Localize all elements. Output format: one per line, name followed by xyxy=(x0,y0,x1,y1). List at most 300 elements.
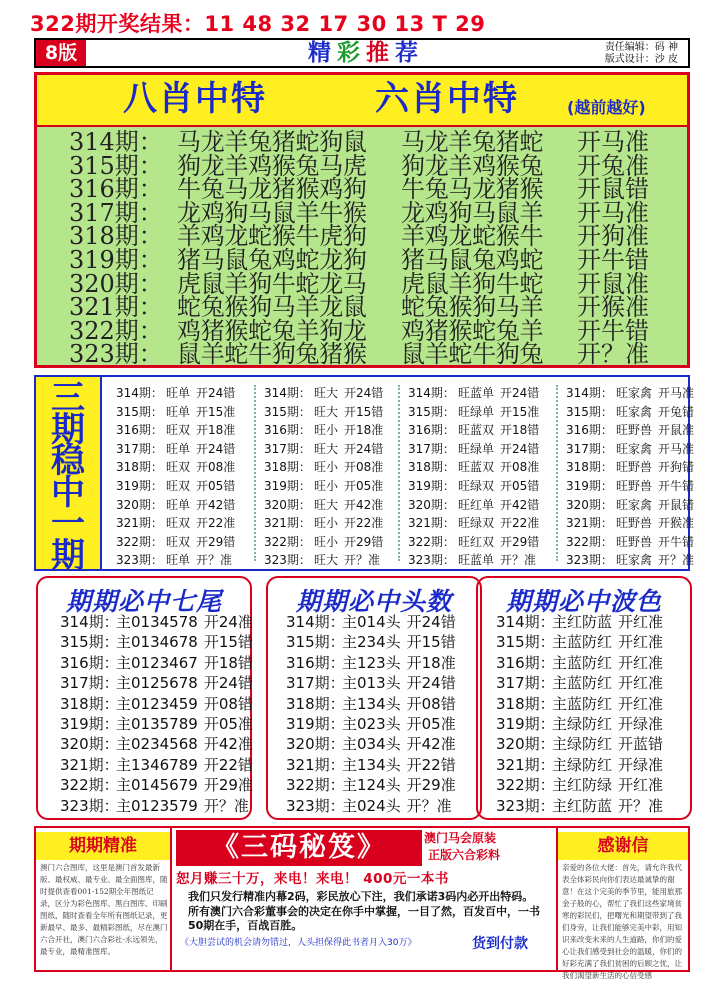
pick-value: 旺双 xyxy=(166,534,191,549)
eight-zodiac-pick: 马龙羊兔猪蛇狗鼠 xyxy=(177,128,367,156)
prediction-row xyxy=(286,714,456,735)
pick-value: 旺野兽 xyxy=(616,479,653,493)
pick-value: 主蓝防红 xyxy=(552,694,613,713)
prediction-row xyxy=(286,653,456,674)
zodiac-list xyxy=(37,125,687,369)
six-zodiac-pick: 猪马鼠兔鸡蛇 xyxy=(401,246,544,274)
period-label: 319期： xyxy=(566,479,613,493)
pick-value: 旺大 xyxy=(314,386,339,400)
draw-result: 开29错 xyxy=(500,534,540,549)
period-label: 315期： xyxy=(69,151,163,180)
prediction-row xyxy=(60,734,253,755)
draw-result: 开狗准 xyxy=(577,222,649,251)
draw-result: 开绿准 xyxy=(618,755,664,774)
draw-result: 开42准 xyxy=(344,497,384,512)
draw-result: 开29准 xyxy=(406,776,456,795)
prediction-row xyxy=(60,694,253,715)
prediction-row xyxy=(286,796,452,817)
masthead-char: 荐 xyxy=(395,40,424,66)
six-zodiac-pick: 狗龙羊鸡猴兔 xyxy=(401,151,544,180)
prediction-row xyxy=(60,775,253,796)
org-line-1: 澳门马会原装 xyxy=(424,831,497,845)
promo-footnote: 《大胆尝试的机会请勿错过，人头担保得此书者月入30万》 xyxy=(180,938,417,948)
draw-result: 开？准 xyxy=(406,796,452,815)
pick-value: 旺家禽 xyxy=(616,386,653,400)
draw-result: 开18错 xyxy=(203,653,253,672)
pick-value: 旺单 xyxy=(166,441,191,456)
period-label: 316期： xyxy=(286,653,345,672)
pick-row xyxy=(116,476,235,496)
period-label: 314期： xyxy=(286,613,345,631)
draw-result: 开24准 xyxy=(203,613,253,631)
pick-value: 主红防蓝 xyxy=(552,613,613,631)
side-title-char: 中 xyxy=(51,472,85,513)
pick-row xyxy=(264,420,383,440)
header-bar xyxy=(34,38,690,68)
period-label: 319期： xyxy=(60,715,119,733)
pick-value: 主蓝防红 xyxy=(552,633,613,652)
period-label: 318期： xyxy=(116,460,163,475)
draw-result: 开红准 xyxy=(618,776,664,795)
pick-value: 旺蓝单 xyxy=(458,553,495,568)
six-zodiac-title: 六肖中特 xyxy=(375,79,519,119)
period-label: 320期： xyxy=(69,269,163,298)
pick-value: 主绿防红 xyxy=(552,715,613,733)
prediction-row xyxy=(286,673,456,694)
pick-row xyxy=(408,495,539,515)
prediction-box-title: 期期必中七尾 xyxy=(65,587,222,616)
masthead-char: 精 xyxy=(308,40,337,66)
period-label: 317期： xyxy=(496,674,555,693)
pick-value: 主013头 xyxy=(342,674,401,693)
pick-value: 旺小 xyxy=(314,423,339,438)
draw-result: 开24错 xyxy=(344,441,384,456)
pick-value: 主红防蓝 xyxy=(552,796,613,815)
pick-value: 旺双 xyxy=(166,460,191,475)
prediction-row xyxy=(60,714,253,735)
draw-result: 开24错 xyxy=(196,441,236,456)
pick-row xyxy=(566,495,694,515)
right-panel xyxy=(556,828,688,980)
pick-value: 主绿防红 xyxy=(552,755,613,774)
masthead-char: 彩 xyxy=(337,40,366,66)
pick-value: 旺单 xyxy=(166,553,191,568)
period-label: 320期： xyxy=(116,497,163,512)
zodiac-row xyxy=(69,198,689,227)
draw-result: 开鼠准 xyxy=(577,269,649,298)
draw-result: 开15准 xyxy=(500,404,540,419)
prediction-box xyxy=(266,576,482,820)
pick-value: 主绿防红 xyxy=(552,735,613,754)
pick-value: 旺红双 xyxy=(458,534,495,549)
six-zodiac-pick: 鸡猪猴蛇兔羊 xyxy=(401,316,544,345)
prediction-row xyxy=(286,612,456,633)
pick-row xyxy=(264,439,383,459)
period-label: 322期： xyxy=(408,534,455,549)
pick-value: 主蓝防红 xyxy=(552,674,613,693)
pick-row xyxy=(264,383,383,403)
draw-result: 开猴准 xyxy=(658,516,695,531)
draw-result: 开18错 xyxy=(500,423,540,438)
left-panel-text: 澳门六合图库，这里是澳门首发最新版、最权威、最专业、最全面图库，随时提供查看001-152期全年图纸记录，区分为彩色图库、黑白图库、印刷图纸，随时查看全年所有图纸记录，更新最早、最多、最精彩图纸，尽在澳门六合开社，澳门六合彩社-永远领先，最专业，最精准图库。 xyxy=(40,863,168,956)
draw-result: 开24错 xyxy=(500,441,540,456)
period-label: 323期： xyxy=(69,340,163,369)
prediction-row xyxy=(286,734,456,755)
period-label: 315期： xyxy=(116,404,163,419)
pick-row xyxy=(116,550,232,570)
six-zodiac-pick: 鼠羊蛇牛狗兔 xyxy=(401,340,544,369)
pick-value: 主0234568 xyxy=(116,735,198,754)
pick-value: 主023头 xyxy=(342,715,401,733)
draw-result: 开24错 xyxy=(500,386,540,400)
pick-row xyxy=(408,457,539,477)
pick-value: 旺单 xyxy=(166,497,191,512)
prediction-row xyxy=(496,632,663,653)
promo-body: 我们只发行精准内幕2码，彩民放心下注，我们承诺3码内必开出特码。所有澳门六合彩董事会的决定在你手中掌握，一目了然，百发百中，一书50期在手，百战百胜。 xyxy=(188,890,540,932)
pick-value: 旺大 xyxy=(314,553,339,568)
pick-value: 主0123467 xyxy=(116,653,198,672)
draw-result: 开马准 xyxy=(577,198,649,227)
draw-result: 开05错 xyxy=(500,479,540,493)
prediction-row xyxy=(496,796,663,817)
prediction-row xyxy=(60,653,253,674)
draw-result: 开42错 xyxy=(500,497,540,512)
prediction-row xyxy=(60,755,253,776)
draw-result: 开42准 xyxy=(406,735,456,754)
period-label: 322期： xyxy=(60,776,119,795)
period-label: 320期： xyxy=(60,735,119,754)
pick-row xyxy=(408,383,539,403)
pick-value: 旺双 xyxy=(166,516,191,531)
pick-value: 旺野兽 xyxy=(616,423,653,438)
pick-value: 旺蓝单 xyxy=(458,386,495,400)
prediction-row xyxy=(496,673,663,694)
eight-zodiac-pick: 狗龙羊鸡猴兔马虎 xyxy=(177,151,367,180)
draw-result: 开08准 xyxy=(344,460,384,475)
pick-value: 主0134578 xyxy=(116,613,198,631)
zodiac-row xyxy=(69,316,689,345)
pick-value: 旺大 xyxy=(314,441,339,456)
eight-zodiac-pick: 蛇兔猴狗马羊龙鼠 xyxy=(177,293,367,322)
side-title-char: 稳 xyxy=(51,441,85,481)
period-label: 317期： xyxy=(408,441,455,456)
designer-credit: 版式设计：沙 皮 xyxy=(604,54,678,65)
draw-result: 开29错 xyxy=(344,534,384,549)
org-line-2: 正版六合彩料 xyxy=(428,848,501,862)
draw-result: 开08准 xyxy=(196,460,236,475)
pick-value: 主134头 xyxy=(342,694,401,713)
draw-result: 开24错 xyxy=(196,386,236,400)
pick-row xyxy=(264,402,383,422)
bottom-section xyxy=(34,826,690,980)
period-label: 322期： xyxy=(496,776,555,795)
draw-result: 开红准 xyxy=(618,633,664,652)
draw-result: 开18准 xyxy=(196,423,236,438)
eight-zodiac-pick: 牛兔马龙猪猴鸡狗 xyxy=(177,175,367,204)
pick-row xyxy=(264,550,380,570)
column-divider xyxy=(398,385,400,561)
draw-result: 开05错 xyxy=(196,479,236,493)
period-label: 314期： xyxy=(496,613,555,631)
prediction-box-title: 期期必中波色 xyxy=(505,587,662,616)
draw-result: 开05准 xyxy=(406,715,456,733)
period-label: 320期： xyxy=(408,497,455,512)
draw-result: 开？准 xyxy=(344,553,381,568)
period-label: 316期： xyxy=(264,423,311,438)
draw-result: 开15错 xyxy=(344,404,384,419)
pick-row xyxy=(264,476,383,496)
period-label: 317期： xyxy=(69,198,163,227)
eight-zodiac-pick: 虎鼠羊狗牛蛇龙马 xyxy=(177,269,367,298)
side-title-char: 一 xyxy=(51,504,85,544)
pick-value: 旺野兽 xyxy=(616,534,653,549)
prediction-row xyxy=(496,612,663,633)
period-label: 323期： xyxy=(566,553,613,568)
left-panel xyxy=(36,828,172,970)
zodiac-row xyxy=(69,293,689,322)
period-label: 321期： xyxy=(116,516,163,531)
prediction-box xyxy=(476,576,692,820)
pick-value: 旺大 xyxy=(314,404,339,419)
eight-zodiac-pick: 鼠羊蛇牛狗兔猪猴 xyxy=(177,340,367,369)
three-period-section xyxy=(34,375,695,576)
pick-value: 主0123579 xyxy=(116,796,198,815)
draw-result: 开24错 xyxy=(406,613,456,631)
draw-result: 开22错 xyxy=(406,755,456,774)
pick-value: 旺家禽 xyxy=(616,497,653,512)
pick-row xyxy=(408,532,539,552)
period-label: 319期： xyxy=(286,715,345,733)
pick-row xyxy=(408,402,539,422)
pick-value: 旺家禽 xyxy=(616,441,653,456)
draw-result: 开牛错 xyxy=(577,316,649,345)
prediction-box xyxy=(36,576,252,820)
prediction-row xyxy=(60,632,253,653)
draw-result: 开马准 xyxy=(577,128,649,156)
pick-row xyxy=(408,476,539,496)
draw-result: 开08准 xyxy=(500,460,540,475)
draw-result: 开？准 xyxy=(618,796,664,815)
draw-result: 开？准 xyxy=(203,796,249,815)
period-label: 317期： xyxy=(60,674,119,693)
pick-value: 旺双 xyxy=(166,423,191,438)
pick-value: 旺蓝双 xyxy=(458,423,495,438)
period-label: 315期： xyxy=(264,404,311,419)
period-label: 316期： xyxy=(60,653,119,672)
six-zodiac-pick: 牛兔马龙猪猴 xyxy=(401,175,544,204)
zodiac-row xyxy=(69,269,689,298)
draw-result: 开18准 xyxy=(406,653,456,672)
period-label: 323期： xyxy=(116,553,163,568)
promo-line: 恕月赚三十万，来电！来电！ 400元一本书 xyxy=(176,871,449,887)
pick-row xyxy=(116,457,235,477)
book-banner: 《三码秘笈》 xyxy=(176,830,422,866)
pick-value: 主034头 xyxy=(342,735,401,754)
draw-result: 开鼠错 xyxy=(658,497,695,512)
period-label: 315期： xyxy=(60,633,119,652)
pick-value: 旺绿双 xyxy=(458,479,495,493)
edition-badge: 8版 xyxy=(36,40,86,66)
draw-result: 开牛错 xyxy=(577,246,649,274)
period-label: 319期： xyxy=(264,479,311,493)
draw-result: 开15准 xyxy=(196,404,236,419)
draw-result: 开牛错 xyxy=(658,479,695,493)
pick-value: 主134头 xyxy=(342,755,401,774)
draw-result: 开马准 xyxy=(658,441,695,456)
column-divider xyxy=(556,385,558,561)
draw-result: 开08错 xyxy=(203,694,253,713)
period-label: 321期： xyxy=(566,516,613,531)
pick-value: 旺绿双 xyxy=(458,516,495,531)
pick-value: 主234头 xyxy=(342,633,401,652)
draw-result: 开绿准 xyxy=(618,715,664,733)
period-label: 318期： xyxy=(69,222,163,251)
pick-row xyxy=(566,457,694,477)
masthead-char: 推 xyxy=(366,40,395,66)
six-zodiac-pick: 龙鸡狗马鼠羊 xyxy=(401,198,544,227)
period-label: 314期： xyxy=(264,386,311,400)
side-title-char: 期 xyxy=(51,535,85,576)
period-label: 322期： xyxy=(286,776,345,795)
eight-zodiac-pick: 鸡猪猴蛇兔羊狗龙 xyxy=(177,316,367,345)
pick-row xyxy=(116,402,235,422)
pick-row xyxy=(264,532,383,552)
period-label: 315期： xyxy=(286,633,345,652)
zodiac-row xyxy=(69,340,689,369)
draw-result: 开？准 xyxy=(196,553,233,568)
draw-result: 开22错 xyxy=(203,755,253,774)
pick-row xyxy=(566,439,694,459)
pick-row xyxy=(116,383,235,403)
zodiac-note: (越前越好) xyxy=(567,98,646,117)
pick-value: 旺小 xyxy=(314,479,339,493)
center-panel xyxy=(174,828,556,970)
eight-zodiac-pick: 羊鸡龙蛇猴牛虎狗 xyxy=(177,222,367,251)
pick-value: 旺蓝双 xyxy=(458,460,495,475)
period-label: 315期： xyxy=(408,404,455,419)
pick-row xyxy=(408,550,536,570)
period-label: 319期： xyxy=(496,715,555,733)
pick-value: 主0135789 xyxy=(116,715,198,733)
period-label: 317期： xyxy=(116,441,163,456)
period-label: 314期： xyxy=(60,613,119,631)
zodiac-row xyxy=(69,222,689,251)
period-label: 316期： xyxy=(408,423,455,438)
right-panel-text: 亲爱的各位大佬：首先，请允许我代表全体彩民向你们表达最诚挚的谢意！在这个完美的季节里，能用旅那金子般的心，帮忙了我们这些家境贫寒的彩民们，把曙光和期望带到了我们身旁，让我们能够完美中彩，用知识来改变未来的人生道路，你们的爱心让我们感受到社会的温暖，你们的好彩充满了我们贫困的后顾之忧，让我们渴望新生活的心信受感 xyxy=(562,863,682,980)
pick-value: 旺家禽 xyxy=(616,553,653,568)
draw-result: 开？准 xyxy=(500,553,537,568)
draw-result: 开05准 xyxy=(203,715,253,733)
draw-result: 开22准 xyxy=(500,516,540,531)
masthead-title xyxy=(236,40,496,66)
zodiac-row xyxy=(69,130,689,154)
zodiac-row xyxy=(69,151,689,180)
period-label: 316期： xyxy=(566,423,613,438)
period-label: 318期： xyxy=(264,460,311,475)
period-label: 322期： xyxy=(566,534,613,549)
prediction-row xyxy=(496,694,663,715)
pick-row xyxy=(408,439,539,459)
right-panel-title: 感谢信 xyxy=(558,832,688,860)
pick-value: 旺野兽 xyxy=(616,516,653,531)
period-label: 320期： xyxy=(496,735,555,754)
draw-result: 开兔准 xyxy=(577,151,649,180)
pick-row xyxy=(566,420,694,440)
period-label: 323期： xyxy=(496,796,555,815)
prediction-row xyxy=(496,755,663,776)
draw-result: 开马准 xyxy=(658,386,695,400)
draw-result: 开22准 xyxy=(344,516,384,531)
period-label: 322期： xyxy=(264,534,311,549)
pick-value: 旺小 xyxy=(314,534,339,549)
prediction-row xyxy=(496,734,663,755)
six-zodiac-pick: 虎鼠羊狗牛蛇 xyxy=(401,269,544,298)
period-label: 317期： xyxy=(264,441,311,456)
period-label: 315期： xyxy=(496,633,555,652)
left-panel-title: 期期精准 xyxy=(36,832,170,860)
draw-result: 开红准 xyxy=(618,674,664,693)
pick-value: 主124头 xyxy=(342,776,401,795)
draw-result: 开42错 xyxy=(196,497,236,512)
editor-credit: 责任编辑：码 神 xyxy=(604,42,678,53)
period-label: 318期： xyxy=(60,694,119,713)
prediction-row xyxy=(286,694,456,715)
draw-result: 开05准 xyxy=(344,479,384,493)
credits xyxy=(605,42,678,66)
period-label: 323期： xyxy=(408,553,455,568)
zodiac-row xyxy=(69,248,689,272)
draw-result: 开15错 xyxy=(406,633,456,652)
period-label: 314期： xyxy=(566,386,613,400)
draw-result: 开鼠错 xyxy=(577,175,649,204)
pick-row xyxy=(264,457,383,477)
pick-row xyxy=(566,513,694,533)
pick-value: 主红防绿 xyxy=(552,776,613,795)
pick-row xyxy=(116,532,235,552)
pick-value: 旺红单 xyxy=(458,497,495,512)
pick-row xyxy=(116,439,235,459)
period-label: 317期： xyxy=(286,674,345,693)
pick-row xyxy=(566,550,694,570)
column-divider xyxy=(254,385,256,561)
period-label: 321期： xyxy=(408,516,455,531)
six-zodiac-pick: 蛇兔猴狗马羊 xyxy=(401,293,544,322)
period-label: 321期： xyxy=(60,755,119,774)
period-label: 318期： xyxy=(286,694,345,713)
pick-value: 旺小 xyxy=(314,460,339,475)
period-label: 314期： xyxy=(69,128,163,156)
draw-result: 开红准 xyxy=(618,694,664,713)
side-title-char: 期 xyxy=(51,409,85,450)
draw-result: 开24错 xyxy=(344,386,384,400)
side-title-char: 三 xyxy=(51,378,85,418)
period-label: 321期： xyxy=(69,293,163,322)
pick-row xyxy=(264,513,383,533)
draw-result: 开24错 xyxy=(406,674,456,693)
prediction-row xyxy=(60,673,253,694)
period-label: 318期： xyxy=(408,460,455,475)
draw-result: 开24错 xyxy=(203,674,253,693)
period-label: 318期： xyxy=(496,694,555,713)
pick-row xyxy=(116,513,235,533)
pick-value: 主0134678 xyxy=(116,633,198,652)
pick-row xyxy=(566,476,694,496)
period-label: 321期： xyxy=(264,516,311,531)
draw-result: 开42准 xyxy=(203,735,253,754)
pick-value: 主0145679 xyxy=(116,776,198,795)
payment-note: 货到付款 xyxy=(472,936,528,952)
prediction-row xyxy=(286,755,456,776)
